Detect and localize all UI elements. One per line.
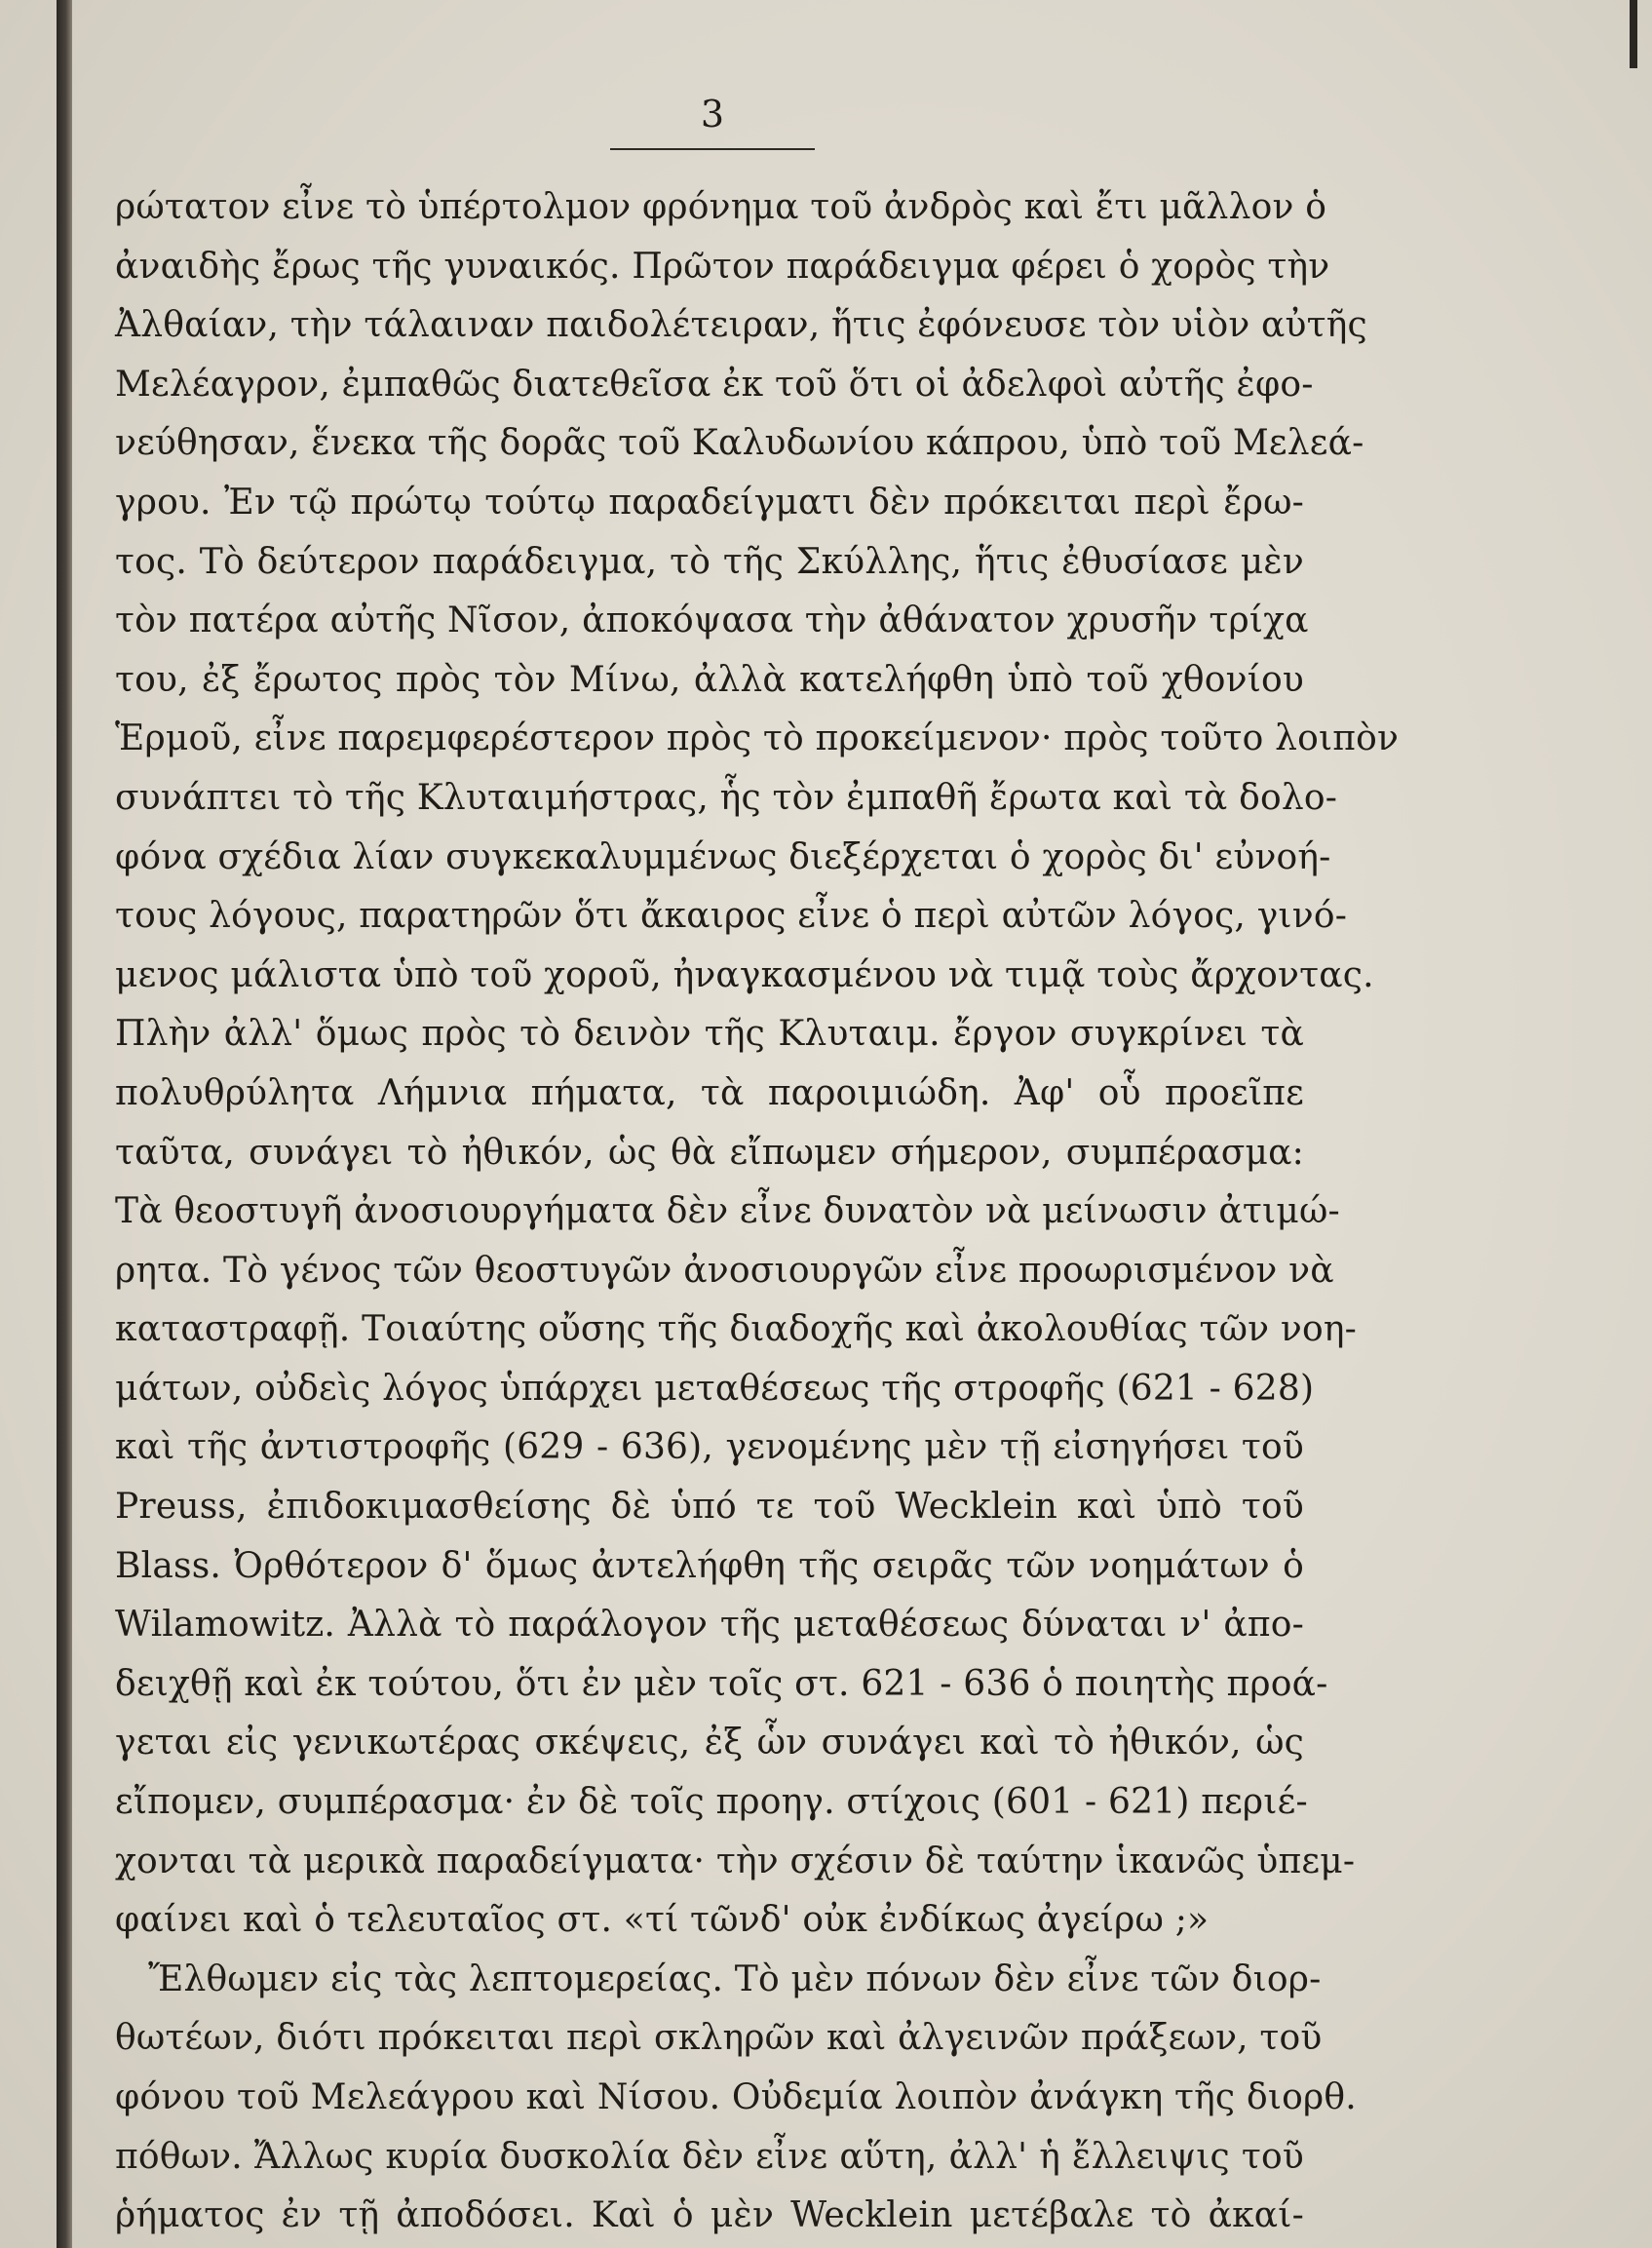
text-line: τὸν πατέρα αὐτῆς Νῖσον, ἀποκόψασα τὴν ἀθάνατον χρυσῆν τρίχα — [115, 601, 1309, 641]
text-line: Blass. Ὀρθότερον δ' ὅμως ἀντελήφθη τῆς σειρᾶς τῶν νοημάτων ὁ — [115, 1545, 1304, 1586]
text-line: ρώτατον εἶνε τὸ ὑπέρτολμον φρόνημα τοῦ ἀνδρὸς καὶ ἔτι μᾶλλον ὁ — [115, 187, 1327, 227]
header-rule — [610, 148, 815, 150]
text-line: χονται τὰ μερικὰ παραδείγματα· τὴν σχέσιν δὲ ταύτην ἱκανῶς ὑπεμ- — [115, 1841, 1356, 1881]
text-line: Πλὴν ἀλλ' ὅμως πρὸς τὸ δεινὸν τῆς Κλυταιμ. ἔργον συγκρίνει τὰ — [115, 1014, 1304, 1055]
text-line: του, ἐξ ἔρωτος πρὸς τὸν Μίνω, ἀλλὰ κατελήφθη ὑπὸ τοῦ χθονίου — [115, 659, 1304, 700]
text-line: μενος μάλιστα ὑπὸ τοῦ χοροῦ, ἠναγκασμένου νὰ τιμᾷ τοὺς ἄρχοντας. — [115, 954, 1374, 995]
text-line: ταῦτα, συνάγει τὸ ἠθικόν, ὡς θὰ εἴπωμεν σήμερον, συμπέρασμα: — [115, 1132, 1304, 1173]
text-line: τος. Τὸ δεύτερον παράδειγμα, τὸ τῆς Σκύλλης, ἥτις ἐθυσίασε μὲν — [115, 541, 1304, 582]
page-number: 3 — [700, 93, 725, 136]
text-line: θωτέων, διότι πρόκειται περὶ σκληρῶν καὶ ἀλγεινῶν πράξεων, τοῦ — [115, 2018, 1323, 2059]
paragraph-start-line: Ἔλθωμεν εἰς τὰς λεπτομερείας. Τὸ μὲν πόνων δὲν εἶνε τῶν διορ- — [148, 1958, 1322, 1999]
text-line: Wilamowitz. Ἀλλὰ τὸ παράλογον τῆς μεταθέσεως δύναται ν' ἀπο- — [115, 1605, 1304, 1646]
text-line: ρητα. Τὸ γένος τῶν θεοστυγῶν ἀνοσιουργῶν εἶνε προωρισμένον νὰ — [115, 1250, 1334, 1291]
text-line: καὶ τῆς ἀντιστροφῆς (629 - 636), γενομένης μὲν τῇ εἰσηγήσει τοῦ — [115, 1427, 1304, 1468]
book-spine-shadow — [57, 0, 72, 2248]
text-line: πολυθρύλητα Λήμνια πήματα, τὰ παροιμιώδη. Ἀφ' οὗ προεῖπε — [115, 1072, 1304, 1113]
text-line: Preuss, ἐπιδοκιμασθείσης δὲ ὑπό τε τοῦ Wecklein καὶ ὑπὸ τοῦ — [115, 1487, 1304, 1528]
text-line: καταστραφῇ. Τοιαύτης οὔσης τῆς διαδοχῆς καὶ ἀκολουθίας τῶν νοη- — [115, 1309, 1358, 1350]
text-line: πόθων. Ἄλλως κυρία δυσκολία δὲν εἶνε αὕτη, ἀλλ' ἡ ἔλλειψις τοῦ — [115, 2136, 1304, 2177]
text-line: δειχθῇ καὶ ἐκ τούτου, ὅτι ἐν μὲν τοῖς στ. 621 - 636 ὁ ποιητὴς προά- — [115, 1663, 1328, 1704]
text-line: εἴπομεν, συμπέρασμα· ἐν δὲ τοῖς προηγ. στίχοις (601 - 621) περιέ- — [115, 1782, 1308, 1823]
text-line: Ἀλθαίαν, τὴν τάλαιναν παιδολέτειραν, ἥτις ἐφόνευσε τὸν υἱὸν αὐτῆς — [115, 305, 1367, 346]
text-line: ἀναιδὴς ἔρως τῆς γυναικός. Πρῶτον παράδειγμα φέρει ὁ χορὸς τὴν — [115, 246, 1330, 287]
text-line: ῥήματος ἐν τῇ ἀποδόσει. Καὶ ὁ μὲν Wecklein μετέβαλε τὸ ἀκαί- — [115, 2195, 1304, 2236]
text-line: γεται εἰς γενικωτέρας σκέψεις, ἐξ ὧν συνάγει καὶ τὸ ἠθικόν, ὡς — [115, 1723, 1304, 1764]
text-line: φόνου τοῦ Μελεάγρου καὶ Νίσου. Οὐδεμία λοιπὸν ἀνάγκη τῆς διορθ. — [115, 2077, 1357, 2117]
page-edge-shadow — [1630, 0, 1637, 68]
text-line: Μελέαγρον, ἐμπαθῶς διατεθεῖσα ἐκ τοῦ ὅτι οἱ ἀδελφοὶ αὐτῆς ἐφο- — [115, 364, 1314, 405]
text-line: γρου. Ἐν τῷ πρώτῳ τούτῳ παραδείγματι δὲν πρόκειται περὶ ἔρω- — [115, 482, 1304, 523]
text-line: νεύθησαν, ἕνεκα τῆς δορᾶς τοῦ Καλυδωνίου κάπρου, ὑπὸ τοῦ Μελεά- — [115, 423, 1364, 464]
text-line: φόνα σχέδια λίαν συγκεκαλυμμένως διεξέρχεται ὁ χορὸς δι' εὐνοή- — [115, 836, 1331, 877]
text-line: μάτων, οὐδεὶς λόγος ὑπάρχει μεταθέσεως τῆς στροφῆς (621 - 628) — [115, 1368, 1315, 1409]
text-line: Ἑρμοῦ, εἶνε παρεμφερέστερον πρὸς τὸ προκείμενον· πρὸς τοῦτο λοιπὸν — [115, 718, 1400, 759]
text-line: συνάπτει τὸ τῆς Κλυταιμήστρας, ἧς τὸν ἐμπαθῆ ἔρωτα καὶ τὰ δολο- — [115, 777, 1338, 818]
body-text — [115, 178, 1400, 2246]
text-line: φαίνει καὶ ὁ τελευταῖος στ. «τί τῶνδ' οὐκ ἐνδίκως ἀγείρω ;» — [115, 1900, 1210, 1941]
text-line: Τὰ θεοστυγῆ ἀνοσιουργήματα δὲν εἶνε δυνατὸν νὰ μείνωσιν ἀτιμώ- — [115, 1191, 1340, 1232]
text-line: τους λόγους, παρατηρῶν ὅτι ἄκαιρος εἶνε ὁ περὶ αὐτῶν λόγος, γινό- — [115, 896, 1348, 937]
